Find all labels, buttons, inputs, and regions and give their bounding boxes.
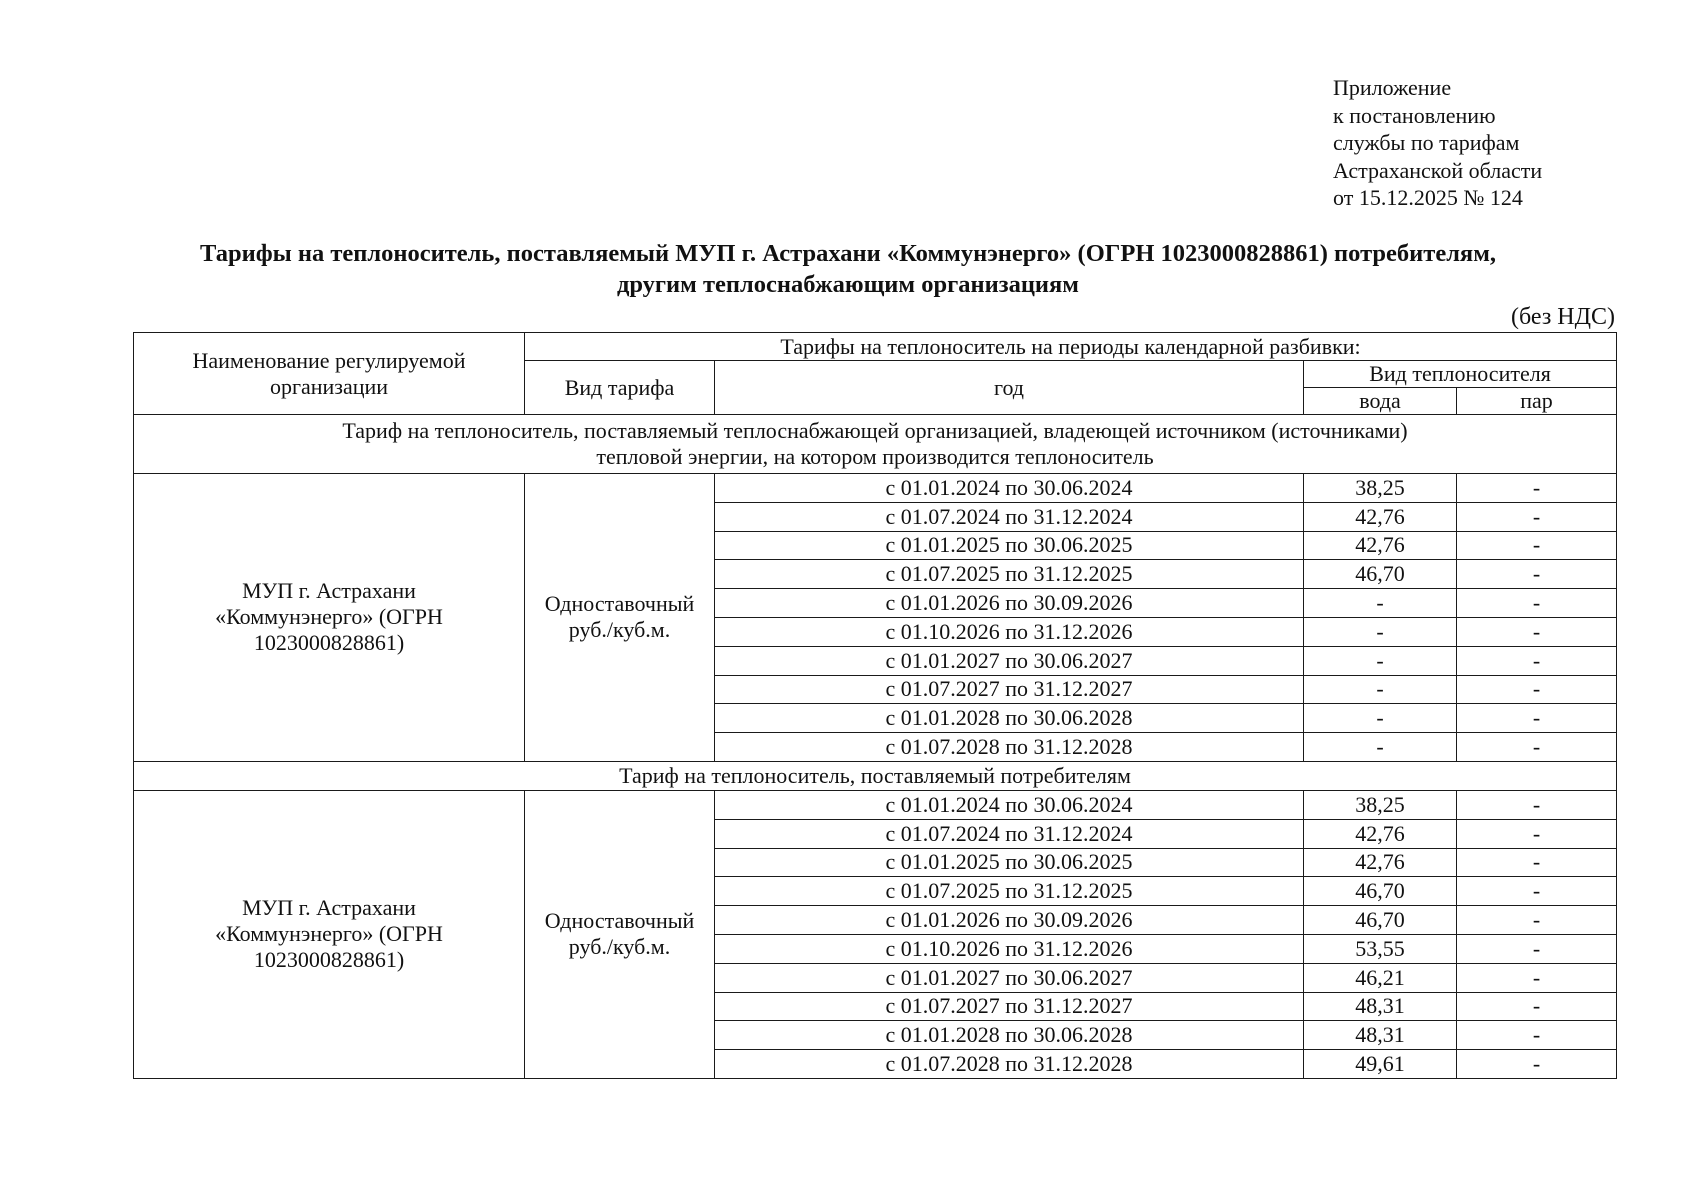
section-title-line: Тариф на теплоноситель, поставляемый потребителям	[619, 762, 1131, 788]
section-title	[134, 761, 1617, 790]
water-value-cell: 49,61	[1304, 1050, 1457, 1079]
org-name-line: МУП г. Астрахани	[242, 895, 416, 921]
steam-value-cell: -	[1457, 589, 1617, 618]
water-value-cell: 42,76	[1304, 819, 1457, 848]
period-cell: с 01.07.2024 по 31.12.2024	[715, 819, 1304, 848]
header-steam: пар	[1457, 388, 1617, 415]
water-value-cell: 42,76	[1304, 502, 1457, 531]
water-value-cell: 46,70	[1304, 560, 1457, 589]
steam-value-cell: -	[1457, 1021, 1617, 1050]
period-cell: с 01.01.2028 по 30.06.2028	[715, 704, 1304, 733]
steam-value-cell: -	[1457, 560, 1617, 589]
period-cell: с 01.07.2025 по 31.12.2025	[715, 877, 1304, 906]
steam-value-cell: -	[1457, 790, 1617, 819]
water-value-cell: -	[1304, 617, 1457, 646]
period-cell: с 01.07.2025 по 31.12.2025	[715, 560, 1304, 589]
org-name-line: 1023000828861)	[253, 630, 405, 656]
appendix-line: Астраханской области	[1333, 157, 1543, 183]
period-cell: с 01.01.2026 по 30.09.2026	[715, 589, 1304, 618]
period-cell: с 01.01.2024 по 30.06.2024	[715, 790, 1304, 819]
steam-value-cell: -	[1457, 646, 1617, 675]
tariffs-table	[133, 332, 1617, 1079]
table-row	[134, 474, 1617, 503]
period-cell: с 01.10.2026 по 31.12.2026	[715, 617, 1304, 646]
steam-value-cell: -	[1457, 963, 1617, 992]
header-year: год	[715, 361, 1304, 415]
title-line-2: другим теплоснабжающим организациям	[616, 271, 1079, 298]
tariff-type-line: Одноставочный	[544, 908, 695, 934]
period-cell: с 01.01.2027 по 30.06.2027	[715, 646, 1304, 675]
header-row	[134, 333, 1617, 361]
org-name-line: «Коммунэнерго» (ОГРН	[215, 921, 443, 947]
steam-value-cell: -	[1457, 1050, 1617, 1079]
period-cell: с 01.01.2024 по 30.06.2024	[715, 474, 1304, 503]
appendix-line: от 15.12.2025 № 124	[1333, 185, 1523, 210]
period-cell: с 01.01.2025 по 30.06.2025	[715, 848, 1304, 877]
steam-value-cell: -	[1457, 848, 1617, 877]
section-title-row	[134, 415, 1617, 474]
water-value-cell: 38,25	[1304, 474, 1457, 503]
steam-value-cell: -	[1457, 617, 1617, 646]
steam-value-cell: -	[1457, 906, 1617, 935]
water-value-cell: 42,76	[1304, 848, 1457, 877]
org-name-cell	[134, 474, 525, 762]
period-cell: с 01.01.2025 по 30.06.2025	[715, 531, 1304, 560]
document-title	[100, 238, 1596, 300]
steam-value-cell: -	[1457, 733, 1617, 762]
section-title	[134, 415, 1617, 474]
appendix-line: Приложение	[1333, 75, 1452, 100]
steam-value-cell: -	[1457, 819, 1617, 848]
header-periods: Тарифы на теплоноситель на периоды календарной разбивки:	[525, 333, 1617, 361]
appendix-block	[1333, 74, 1542, 212]
water-value-cell: -	[1304, 704, 1457, 733]
tariff-type-line: руб./куб.м.	[568, 934, 671, 960]
water-value-cell: 48,31	[1304, 1021, 1457, 1050]
org-name-line: «Коммунэнерго» (ОГРН	[215, 604, 443, 630]
header-org: Наименование регулируемой организации	[134, 333, 525, 415]
header-tariff-type: Вид тарифа	[525, 361, 715, 415]
section-title-row	[134, 761, 1617, 790]
steam-value-cell: -	[1457, 531, 1617, 560]
period-cell: с 01.07.2028 по 31.12.2028	[715, 1050, 1304, 1079]
period-cell: с 01.07.2027 по 31.12.2027	[715, 992, 1304, 1021]
period-cell: с 01.10.2026 по 31.12.2026	[715, 934, 1304, 963]
steam-value-cell: -	[1457, 675, 1617, 704]
steam-value-cell: -	[1457, 877, 1617, 906]
water-value-cell: 38,25	[1304, 790, 1457, 819]
steam-value-cell: -	[1457, 474, 1617, 503]
water-value-cell: 53,55	[1304, 934, 1457, 963]
org-name-line: 1023000828861)	[253, 947, 405, 973]
water-value-cell: 46,21	[1304, 963, 1457, 992]
header-carrier-type: Вид теплоносителя	[1304, 361, 1617, 388]
period-cell: с 01.01.2027 по 30.06.2027	[715, 963, 1304, 992]
steam-value-cell: -	[1457, 934, 1617, 963]
tariff-type-cell	[525, 790, 715, 1078]
section-title-line: Тариф на теплоноситель, поставляемый теплоснабжающей организацией, владеющей источником (источниками)	[342, 418, 1408, 443]
tariff-type-cell	[525, 474, 715, 762]
steam-value-cell: -	[1457, 992, 1617, 1021]
period-cell: с 01.07.2027 по 31.12.2027	[715, 675, 1304, 704]
water-value-cell: -	[1304, 589, 1457, 618]
org-name-cell	[134, 790, 525, 1078]
section-title-line: тепловой энергии, на котором производится теплоноситель	[596, 444, 1154, 469]
period-cell: с 01.01.2028 по 30.06.2028	[715, 1021, 1304, 1050]
water-value-cell: -	[1304, 675, 1457, 704]
water-value-cell: 46,70	[1304, 877, 1457, 906]
water-value-cell: -	[1304, 733, 1457, 762]
water-value-cell: 48,31	[1304, 992, 1457, 1021]
org-name-line: МУП г. Астрахани	[242, 578, 416, 604]
title-line-1: Тарифы на теплоноситель, поставляемый МУП г. Астрахани «Коммунэнерго» (ОГРН 1023000828861) потребителям,	[199, 240, 1497, 267]
period-cell: с 01.01.2026 по 30.09.2026	[715, 906, 1304, 935]
period-cell: с 01.07.2028 по 31.12.2028	[715, 733, 1304, 762]
tariff-type-line: Одноставочный	[544, 591, 695, 617]
table-row	[134, 790, 1617, 819]
vat-note: (без НДС)	[1510, 304, 1615, 330]
appendix-line: службы по тарифам	[1333, 130, 1520, 155]
tariff-type-line: руб./куб.м.	[568, 617, 671, 643]
water-value-cell: 46,70	[1304, 906, 1457, 935]
water-value-cell: 42,76	[1304, 531, 1457, 560]
steam-value-cell: -	[1457, 704, 1617, 733]
header-water: вода	[1304, 388, 1457, 415]
water-value-cell: -	[1304, 646, 1457, 675]
steam-value-cell: -	[1457, 502, 1617, 531]
appendix-line: к постановлению	[1333, 102, 1496, 128]
period-cell: с 01.07.2024 по 31.12.2024	[715, 502, 1304, 531]
